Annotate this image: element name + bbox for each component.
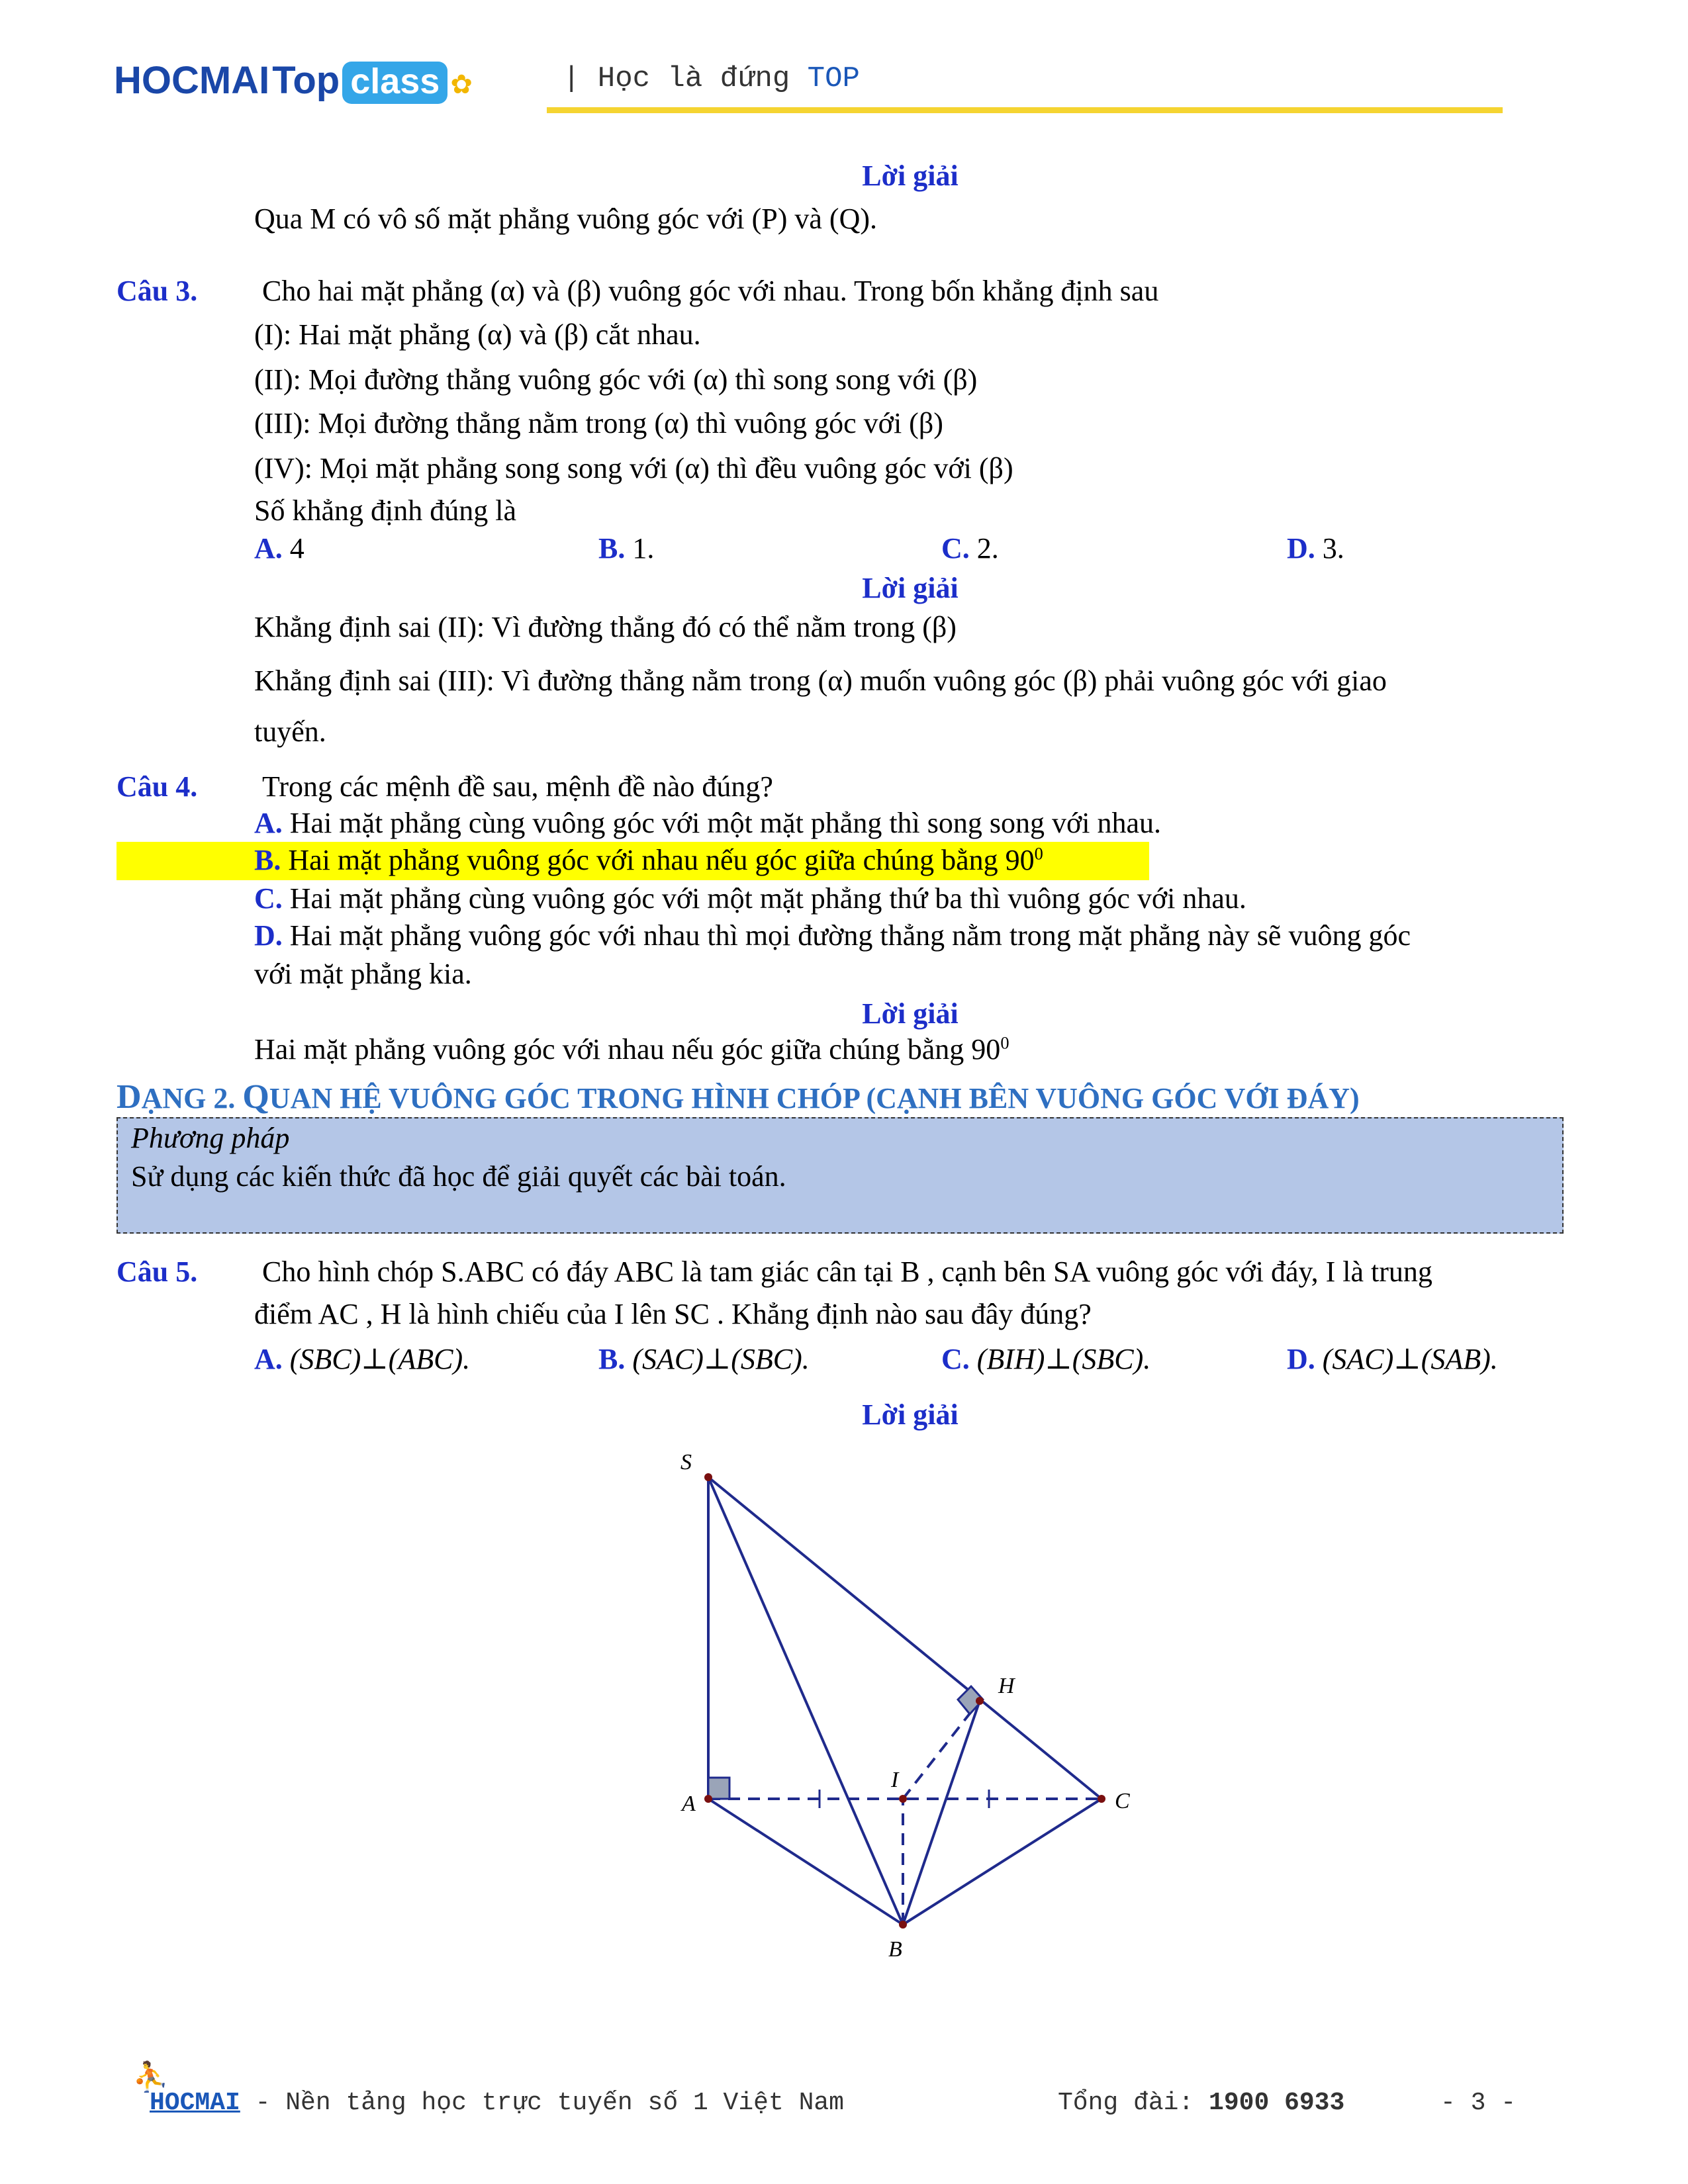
option-label: A. [254, 1343, 283, 1375]
edge-bc [903, 1799, 1102, 1925]
option-text: (BIH)⊥(SBC). [976, 1343, 1151, 1375]
option-label: C. [254, 882, 283, 915]
footer-logo-icon: ⛹ [132, 2061, 169, 2093]
edge-sc [708, 1477, 1102, 1799]
q4-stem: Trong các mệnh đề sau, mệnh đề nào đúng? [262, 770, 773, 803]
vertex-s [704, 1473, 712, 1481]
q3-statement-3: (III): Mọi đường thẳng nằm trong (α) thì vuông góc với (β) [254, 407, 943, 439]
q3-solution-line-2: Khẳng định sai (III): Vì đường thẳng nằm trong (α) muốn vuông góc (β) phải vuông góc với giao [254, 664, 1387, 697]
vertex-a [704, 1795, 712, 1803]
section-title-part-a: ẠNG 2. [141, 1082, 243, 1115]
option-label: B. [254, 844, 281, 876]
method-text: Sử dụng các kiến thức đã học để giải quyết các bài toán. [131, 1160, 786, 1193]
edge-ab [708, 1799, 903, 1925]
section-title-initial-q: Q [242, 1078, 269, 1116]
vertex-c [1098, 1795, 1105, 1803]
q2-solution-heading: Lời giải [862, 159, 959, 192]
q3-solution-line-1: Khẳng định sai (II): Vì đường thẳng đó có thể nằm trong (β) [254, 611, 957, 643]
hotline-number: 1900 6933 [1209, 2089, 1345, 2117]
q3-statement-1: (I): Hai mặt phẳng (α) và (β) cắt nhau. [254, 318, 701, 351]
option-text: 3. [1322, 532, 1344, 565]
tagline-text: | Học là đứng [563, 62, 790, 95]
q4-label: Câu 4. [117, 770, 198, 803]
q3-solution-line-3: tuyến. [254, 715, 326, 748]
footer-left [150, 2089, 844, 2117]
q3-statement-2: (II): Mọi đường thẳng vuông góc với (α) thì song song với (β) [254, 363, 978, 396]
footer-hotline [1058, 2089, 1344, 2117]
logo-hocmai-text: HOCMAI [114, 59, 270, 102]
degree-superscript: 0 [1000, 1032, 1009, 1053]
q3-solution-heading: Lời giải [862, 572, 959, 604]
option-text: (SAC)⊥(SAB). [1322, 1343, 1498, 1375]
option-text: Hai mặt phẳng cùng vuông góc với một mặt phẳng thứ ba thì vuông góc với nhau. [289, 882, 1246, 915]
option-label: D. [1287, 1343, 1315, 1375]
option-label: B. [598, 1343, 626, 1375]
label-h: H [998, 1674, 1015, 1698]
q4-solution-body: Hai mặt phẳng vuông góc với nhau nếu góc giữa chúng bằng 90 [254, 1033, 1001, 1066]
q3-label: Câu 3. [117, 275, 198, 307]
option-text: Hai mặt phẳng cùng vuông góc với một mặt phẳng thì song song với nhau. [289, 807, 1162, 839]
option-label: A. [254, 807, 283, 839]
method-title: Phương pháp [131, 1122, 290, 1154]
label-b: B [888, 1937, 902, 1962]
edge-ih-dashed [903, 1701, 980, 1799]
option-text: (SAC)⊥(SBC). [632, 1343, 810, 1375]
option-text: Hai mặt phẳng vuông góc với nhau nếu góc giữa chúng bằng 90 [288, 844, 1035, 876]
option-text: 1. [632, 532, 655, 565]
label-c: C [1115, 1789, 1130, 1813]
footer-page-number: - 3 - [1440, 2089, 1517, 2117]
tagline-top: TOP [807, 62, 860, 95]
option-label: C. [941, 532, 970, 565]
q5-line-1: Cho hình chóp S.ABC có đáy ABC là tam giác cân tại B , cạnh bên SA vuông góc với đáy, I là trung [262, 1255, 1432, 1288]
option-text: 4 [289, 532, 305, 565]
label-a: A [682, 1792, 696, 1816]
option-label: C. [941, 1343, 970, 1375]
q5-solution-heading: Lời giải [862, 1398, 959, 1431]
gear-icon: ✿ [450, 69, 473, 99]
vertex-b [899, 1921, 907, 1929]
option-label: A. [254, 532, 283, 565]
hotline-label: Tổng đài: [1058, 2089, 1194, 2117]
footer-brand[interactable]: HOCMAI [150, 2089, 240, 2117]
degree-superscript: 0 [1034, 843, 1043, 864]
q4-option-d-cont: với mặt phẳng kia. [254, 958, 472, 990]
footer-tagline: - Nền tảng học trực tuyến số 1 Việt Nam [240, 2089, 844, 2117]
q3-ask: Số khẳng định đúng là [254, 494, 516, 527]
option-text: Hai mặt phẳng vuông góc với nhau thì mọi đường thẳng nằm trong mặt phẳng này sẽ vuông góc [289, 919, 1411, 952]
vertex-h [976, 1697, 984, 1705]
logo-class-badge: class [342, 62, 447, 104]
q3-stem: Cho hai mặt phẳng (α) và (β) vuông góc với nhau. Trong bốn khẳng định sau [262, 275, 1159, 307]
option-label: D. [1287, 532, 1315, 565]
section-title-initial: D [117, 1078, 142, 1116]
logo-top-text: Top [272, 59, 340, 102]
section-title-part-b: UAN HỆ VUÔNG GÓC TRONG HÌNH CHÓP (CẠNH BÊN VUÔNG GÓC VỚI ĐÁY) [269, 1082, 1360, 1115]
q2-solution-text: Qua M có vô số mặt phẳng vuông góc với (P) và (Q). [254, 203, 877, 235]
option-text: 2. [976, 532, 999, 565]
q3-statement-4: (IV): Mọi mặt phẳng song song với (α) thì đều vuông góc với (β) [254, 452, 1013, 484]
right-angle-mark-a [708, 1778, 729, 1799]
q4-solution-heading: Lời giải [862, 997, 959, 1030]
q5-label: Câu 5. [117, 1255, 198, 1288]
edge-bh [903, 1701, 980, 1925]
q5-line-2: điểm AC , H là hình chiếu của I lên SC . Khẳng định nào sau đây đúng? [254, 1298, 1092, 1330]
option-text: (SBC)⊥(ABC). [289, 1343, 471, 1375]
edge-sb [708, 1477, 903, 1925]
label-s: S [680, 1450, 692, 1475]
label-i: I [891, 1768, 899, 1792]
vertex-i [899, 1795, 907, 1803]
option-label: D. [254, 919, 283, 952]
option-label: B. [598, 532, 626, 565]
